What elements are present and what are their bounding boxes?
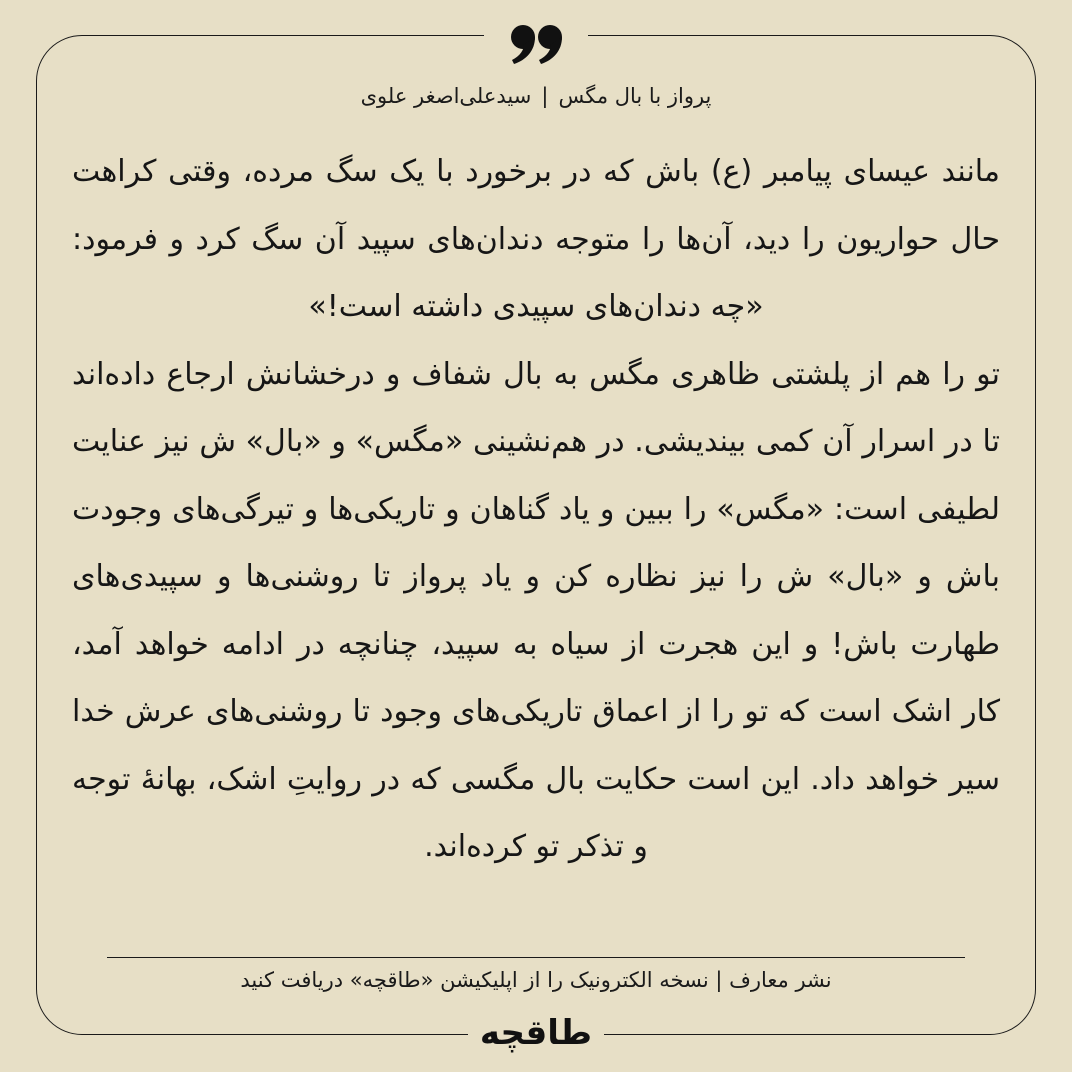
quote-body <box>72 138 1000 881</box>
author-name: سیدعلی‌اصغر علوی <box>360 84 532 108</box>
book-title: پرواز با بال مگس <box>558 84 712 108</box>
quotation-mark-icon <box>508 24 566 66</box>
paragraph-1: مانند عیسای پیامبر (ع) باش که در برخورد با یک سگ مرده، وقتی کراهت حال حواریون را دید، آن‌ها را متوجه دندان‌های سپید آن سگ کرد و فرمود: «چه دندان‌های سپیدی داشته است!» <box>72 154 1000 324</box>
footer-divider <box>107 957 965 958</box>
paragraph-2: تو را هم از پلشتی ظاهری مگس به بال شفاف و درخشانش ارجاع داده‌اند تا در اسرار آن کمی بیندیشی. در هم‌نشینی «مگس» و «بال» ش نیز عنایت لطیفی است: «مگس» را ببین و یاد گناهان و تاریکی‌ها و تیرگی‌های وجودت باش و «بال» ش را نیز نظاره کن و یاد پرواز تا روشنی‌ها و سپیدی‌های طهارت باش! و این هجرت از سیاه به سپید، چنانچه در ادامه خواهد آمد، کار اشک است که تو را از اعماق تاریکی‌های وجود تا روشنی‌های عرش خدا سیر خواهد داد. این است حکایت بال مگسی که در روایتِ اشک، بهانهٔ توجه و تذکر تو کرده‌اند. <box>72 356 1000 864</box>
taaghche-logo: طاقچه <box>479 1013 593 1053</box>
footer-credit: نشر معارف | نسخه الکترونیک را از اپلیکیشن «طاقچه» دریافت کنید <box>240 968 832 992</box>
book-header <box>0 84 1072 108</box>
header-separator: | <box>541 84 549 108</box>
